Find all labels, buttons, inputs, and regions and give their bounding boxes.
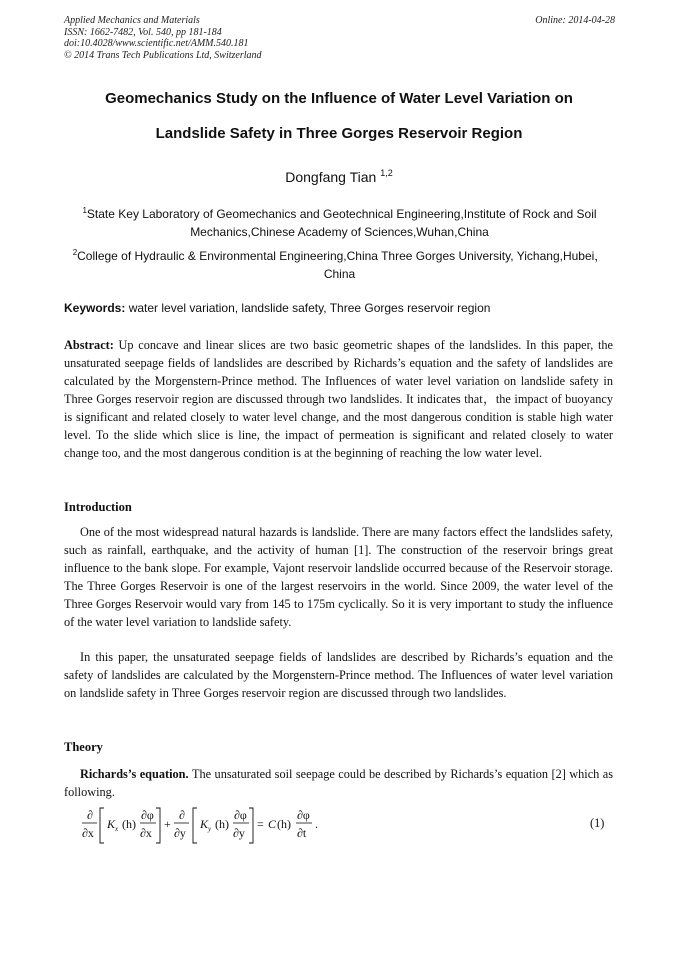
theory-text: The unsaturated soil seepage could be described by Richards’s equation [2] which as following. [64,767,613,799]
theory-subheading: Richards’s equation. [80,767,192,781]
eq-dy-1: ∂y [174,826,186,840]
author [60,168,618,185]
journal-name: Applied Mechanics and Materials [64,15,200,26]
eq-period: . [315,817,318,831]
abstract-text: Up concave and linear slices are two basic geometric shapes of the landslides. In this paper, the unsaturated seepage fields of landslides are described by Richards’s equation and the safety of landslides are calculated by the Morgenstern-Prince method. The Influences of water level variation on landslide safety in Three Gorges reservoir region are discussed through two landslides. It indicates that，the impact of buoyancy is significant and related closely to water level change, and the most dangerous condition is stable high water level. To the slide which slice is line, the impact of permeation is significant and related closely to water change too, and the most dangerous condition is at the beginning of reaching the low water level. [64,338,613,460]
introduction-paragraph-1: One of the most widespread natural hazards is landslide. There are many factors effect the landslides safety, such as rainfall, earthquake, and the activity of human [1]. The construction of the reservoir brings great influence to the bank slope. For example, Vajont reservoir landslide occurred because of the Reservoir storage. The Three Gorges Reservoir is one of the largest reservoirs in the world. Since 2009, the water level of the Three Gorges Reservoir would vary from 145 to 175m cyclically. So it is very important to study the influence of the water level variation to landslide safety. [64,525,613,629]
eq-dx-1: ∂x [82,826,94,840]
journal-issn: ISSN: 1662-7482, Vol. 540, pp 181-184 [64,26,222,38]
eq-kx: K [107,817,116,831]
eq-dx-2: ∂x [140,826,152,840]
author-name: Dongfang Tian [285,169,377,185]
eq-h-3: (h) [277,817,291,831]
affiliation-2 [64,244,615,283]
section-heading-theory: Theory [64,740,103,754]
paper-title-line-1: Geomechanics Study on the Influence of Water Level Variation on [105,90,573,107]
eq-c: C [268,817,277,831]
eq-dphi-3: ∂φ [297,808,310,822]
eq-partial-2: ∂ [179,808,185,822]
affiliation-2-text: College of Hydraulic & Environmental Engineering,China Three Gorges University, Yichang,Hubei，China [77,249,607,281]
eq-plus: + [164,817,171,831]
richards-equation [80,806,340,846]
journal-doi: doi:10.4028/www.scientific.net/AMM.540.181 [64,38,249,49]
abstract-label: Abstract: [64,338,114,352]
eq-ky: K [200,817,209,831]
affiliation-2-marker: 2 [72,248,78,257]
eq-h-2: (h) [215,817,229,831]
introduction-paragraph-2: In this paper, the unsaturated seepage fields of landslides are described by Richards’s equation and the safety of landslides are calculated by the Morgenstern-Prince method. The Influences of water level variation on landslide safety in Three Gorges reservoir region are discussed through two landslides. [64,650,613,700]
affiliation-1-marker: 1 [82,206,87,215]
eq-equals: = [257,817,264,831]
eq-dphi-2: ∂φ [234,808,247,822]
author-affiliation-marker: 1,2 [380,168,393,178]
eq-kx-sub: x [115,825,119,833]
paper-title-line-2: Landslide Safety in Three Gorges Reservoir Region [155,125,523,142]
theory-paragraph [64,765,613,801]
eq-dt: ∂t [297,826,307,840]
affiliation-1 [64,202,615,241]
keywords-text: water level variation, landslide safety, Three Gorges reservoir region [128,301,491,315]
keywords [64,301,615,315]
online-date: Online: 2014-04-28 [535,15,615,26]
eq-h-1: (h) [122,817,136,831]
journal-copyright: © 2014 Trans Tech Publications Ltd, Switzerland [64,49,262,61]
eq-dphi-1: ∂φ [141,808,154,822]
journal-header [64,15,615,61]
section-heading-introduction: Introduction [64,500,132,514]
eq-partial-1: ∂ [87,808,93,822]
keywords-label: Keywords: [64,301,126,315]
eq-dy-2: ∂y [233,826,245,840]
eq-ky-sub: y [208,825,212,833]
equation-number: (1) [590,816,605,830]
abstract [64,336,613,462]
affiliation-1-text: State Key Laboratory of Geomechanics and Geotechnical Engineering,Institute of Rock and Soil Mechanics,Chinese Academy of Sciences,Wuhan,China [86,207,597,239]
